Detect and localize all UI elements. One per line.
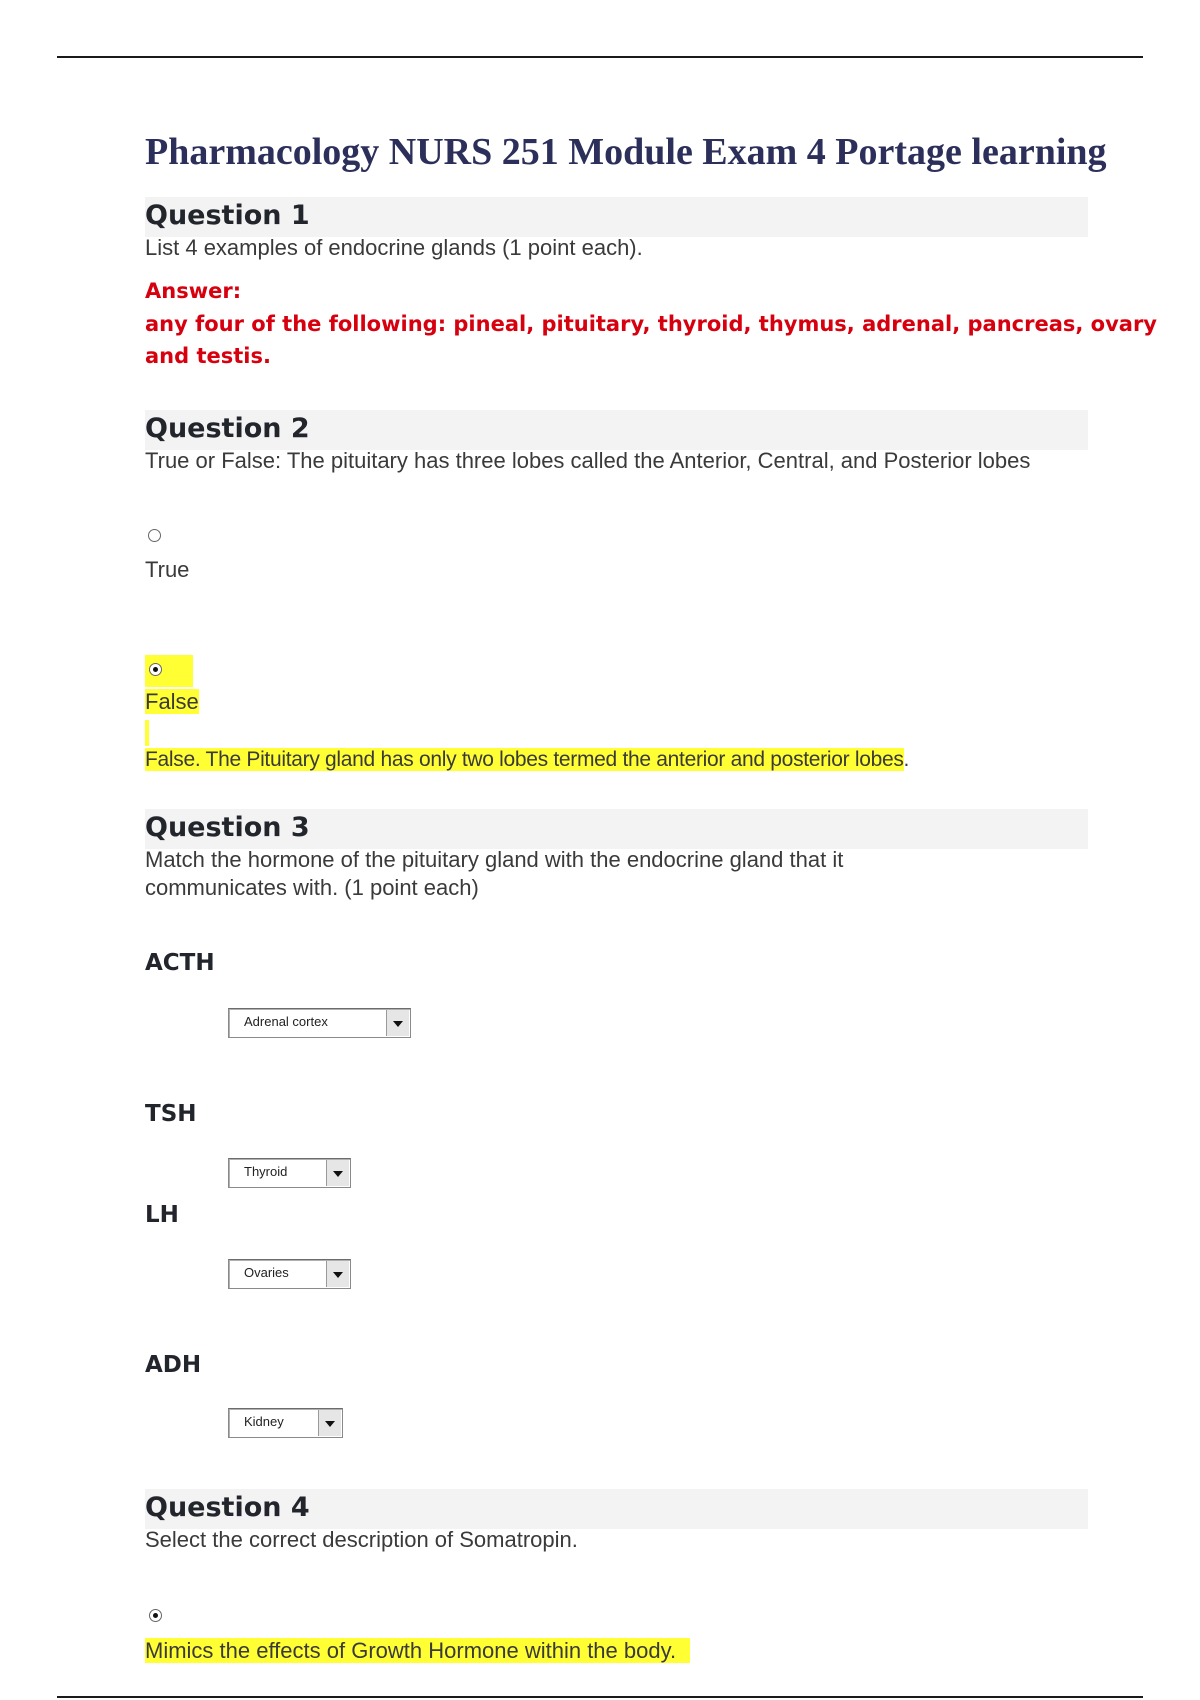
question-2-prompt: True or False: The pituitary has three lobes called the Anterior, Central, and Posterior lobes <box>145 448 1031 473</box>
question-4-prompt: Select the correct description of Somatropin. <box>145 1527 578 1552</box>
option-true-label[interactable]: True <box>145 557 190 582</box>
option-false-label[interactable]: False <box>145 689 199 714</box>
lh-gland-select[interactable] <box>228 1259 351 1289</box>
question-3-heading <box>145 809 1088 849</box>
answer-label: Answer: <box>145 279 242 303</box>
hormone-lh-label: LH <box>145 1202 179 1228</box>
question-1-heading <box>145 197 1088 237</box>
question-2-heading <box>145 410 1088 450</box>
top-rule <box>57 56 1143 58</box>
hormone-acth-label: ACTH <box>145 950 215 976</box>
question-2-explanation: False. The Pituitary gland has only two lobes termed the anterior and posterior lobes. <box>145 748 910 771</box>
chevron-down-icon[interactable] <box>386 1010 409 1036</box>
adh-gland-select[interactable] <box>228 1408 343 1438</box>
chevron-down-icon[interactable] <box>326 1261 349 1287</box>
acth-selected-value: Adrenal cortex <box>244 1014 328 1029</box>
page-title: Pharmacology NURS 251 Module Exam 4 Portage learning <box>145 131 1107 173</box>
acth-gland-select[interactable] <box>228 1008 411 1038</box>
somatropin-option-radio[interactable] <box>149 1609 162 1622</box>
tsh-gland-select[interactable] <box>228 1158 351 1188</box>
adh-selected-value: Kidney <box>244 1414 284 1429</box>
hormone-tsh-label: TSH <box>145 1101 197 1127</box>
lh-selected-value: Ovaries <box>244 1265 289 1280</box>
bottom-rule <box>57 1696 1143 1698</box>
question-2-label: Question 2 <box>145 413 310 444</box>
question-3-prompt: Match the hormone of the pituitary gland with the endocrine gland that it communicates with. (1 point each) <box>145 847 844 900</box>
hormone-adh-label: ADH <box>145 1352 202 1378</box>
question-1-label: Question 1 <box>145 200 310 231</box>
question-1-prompt: List 4 examples of endocrine glands (1 point each). <box>145 235 643 260</box>
option-false-radio[interactable] <box>149 663 162 676</box>
question-3-label: Question 3 <box>145 812 310 843</box>
option-true-radio[interactable] <box>148 529 161 542</box>
tsh-selected-value: Thyroid <box>244 1164 288 1179</box>
somatropin-option-label[interactable]: Mimics the effects of Growth Hormone within the body. <box>145 1638 690 1663</box>
highlight-marker <box>145 720 149 746</box>
question-4-label: Question 4 <box>145 1492 310 1523</box>
chevron-down-icon[interactable] <box>326 1160 349 1186</box>
question-4-heading <box>145 1489 1088 1529</box>
chevron-down-icon[interactable] <box>318 1410 341 1436</box>
answer-text: any four of the following: pineal, pituitary, thyroid, thymus, adrenal, pancreas, ovary and testis. <box>145 312 1157 368</box>
